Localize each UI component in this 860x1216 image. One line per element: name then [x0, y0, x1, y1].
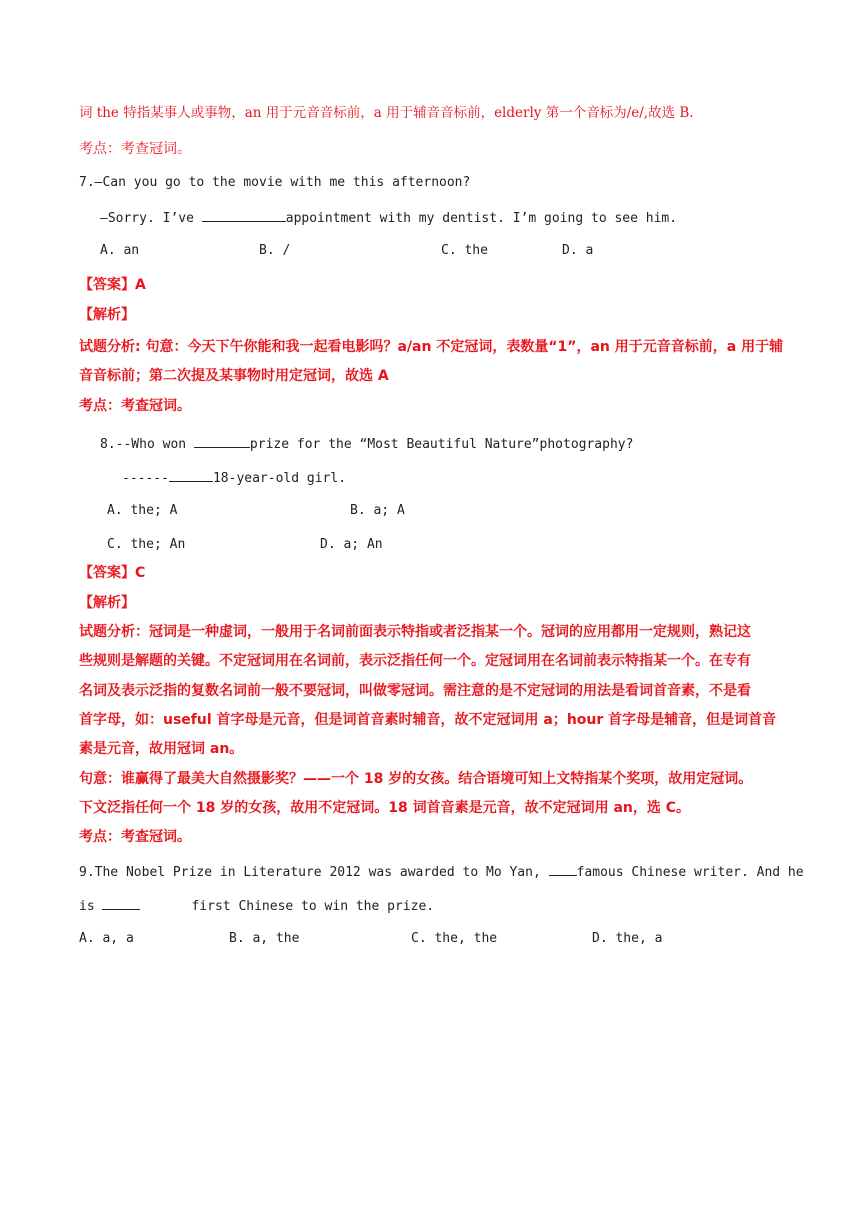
q8-option-b: B. a; A [350, 503, 405, 518]
q9-option-d: D. the, a [592, 931, 663, 946]
q8-options-row-2 [0, 536, 860, 554]
q7-stem: 7.—Can you go to the movie with me this afternoon? [79, 175, 471, 190]
q8-jiexi-heading: 【解析】 [79, 595, 135, 611]
q8-analysis-line-3: 名词及表示泛指的复数名词前一般不要冠词，叫做零冠词。需注意的是不定冠词的用法是看词首音素，不是看 [79, 683, 751, 699]
q9-line-2-start: is [79, 899, 103, 914]
q7-analysis-line-1: 试题分析: 句意：今天下午你能和我一起看电影吗？a/an 不定冠词，表数量“1”，an 用于元音音标前，a 用于辅 [79, 339, 784, 355]
q7-option-b: B. / [259, 243, 291, 258]
q8-stem-end: prize for the “Most Beautiful Nature”photography? [249, 437, 634, 452]
q7-reply [100, 208, 677, 228]
q7-reply-end: appointment with my dentist. I’m going to see him. [285, 211, 678, 226]
q9-line-1 [79, 862, 804, 882]
q8-option-c: C. the; An [107, 537, 186, 552]
q9-options [0, 930, 860, 948]
q7-answer: 【答案】A [79, 277, 146, 293]
q8-reply-start: ------ [122, 471, 169, 486]
q7-blank [202, 208, 286, 222]
q9-line-1-end: famous Chinese writer. And he [576, 865, 804, 880]
q9-line-2 [79, 896, 434, 916]
q8-answer: 【答案】C [79, 565, 146, 581]
q8-analysis-line-6: 句意：谁赢得了最美大自然摄影奖？——一个 18 岁的女孩。结合语境可知上文特指某个奖项，故用定冠词。 [79, 771, 753, 787]
q9-line-1-start: 9.The Nobel Prize in Literature 2012 was awarded to Mo Yan, [79, 865, 549, 880]
q8-blank-2 [169, 468, 213, 482]
q8-analysis-line-5: 素是元音，故用冠词 an。 [79, 741, 244, 757]
q7-reply-start: —Sorry. I’ve [100, 211, 202, 226]
q8-options-row-1 [0, 502, 860, 520]
q9-option-a: A. a, a [79, 931, 134, 946]
q8-blank-1 [194, 434, 250, 448]
q7-option-d: D. a [562, 243, 594, 258]
q7-option-c: C. the [441, 243, 488, 258]
q8-analysis-line-4: 首字母，如：useful 首字母是元音，但是词首音素时辅音，故不定冠词用 a；hour 首字母是辅音，但是词首音 [79, 712, 777, 728]
q8-reply-end: 18-year-old girl. [212, 471, 347, 486]
prev-kaodian: 考点：考查冠词。 [79, 141, 191, 157]
q7-jiexi-heading: 【解析】 [79, 307, 135, 323]
q8-analysis-line-2: 些规则是解题的关键。不定冠词用在名词前，表示泛指任何一个。定冠词用在名词前表示特指某一个。在专有 [79, 653, 751, 669]
q9-line-2-end: first Chinese to win the prize. [191, 899, 435, 914]
q7-option-a: A. an [100, 243, 140, 258]
q9-blank-1 [549, 862, 577, 876]
q8-option-a: A. the; A [107, 503, 178, 518]
q8-analysis-line-7: 下文泛指任何一个 18 岁的女孩，故用不定冠词。18 词首音素是元音，故不定冠词用 an，选 C。 [79, 800, 691, 816]
prev-explanation-line: 词 the 特指某事人或事物，an 用于元音音标前，a 用于辅音音标前，elderly 第一个音标为/e/,故选 B. [79, 105, 694, 121]
q8-stem-start: 8.--Who won [100, 437, 194, 452]
q8-kaodian: 考点：考查冠词。 [79, 829, 191, 845]
q9-option-b: B. a, the [229, 931, 300, 946]
q9-blank-2 [102, 896, 140, 910]
q7-options [0, 242, 860, 260]
q7-analysis-line-2: 音音标前；第二次提及某事物时用定冠词，故选 A [79, 368, 389, 384]
q8-analysis-line-1: 试题分析：冠词是一种虚词，一般用于名词前面表示特指或者泛指某一个。冠词的应用都用一定规则，熟记这 [79, 624, 751, 640]
q7-kaodian: 考点：考查冠词。 [79, 398, 191, 414]
q8-stem [100, 434, 633, 454]
q8-option-d: D. a; An [320, 537, 383, 552]
q8-reply [122, 468, 346, 488]
q9-option-c: C. the, the [411, 931, 498, 946]
